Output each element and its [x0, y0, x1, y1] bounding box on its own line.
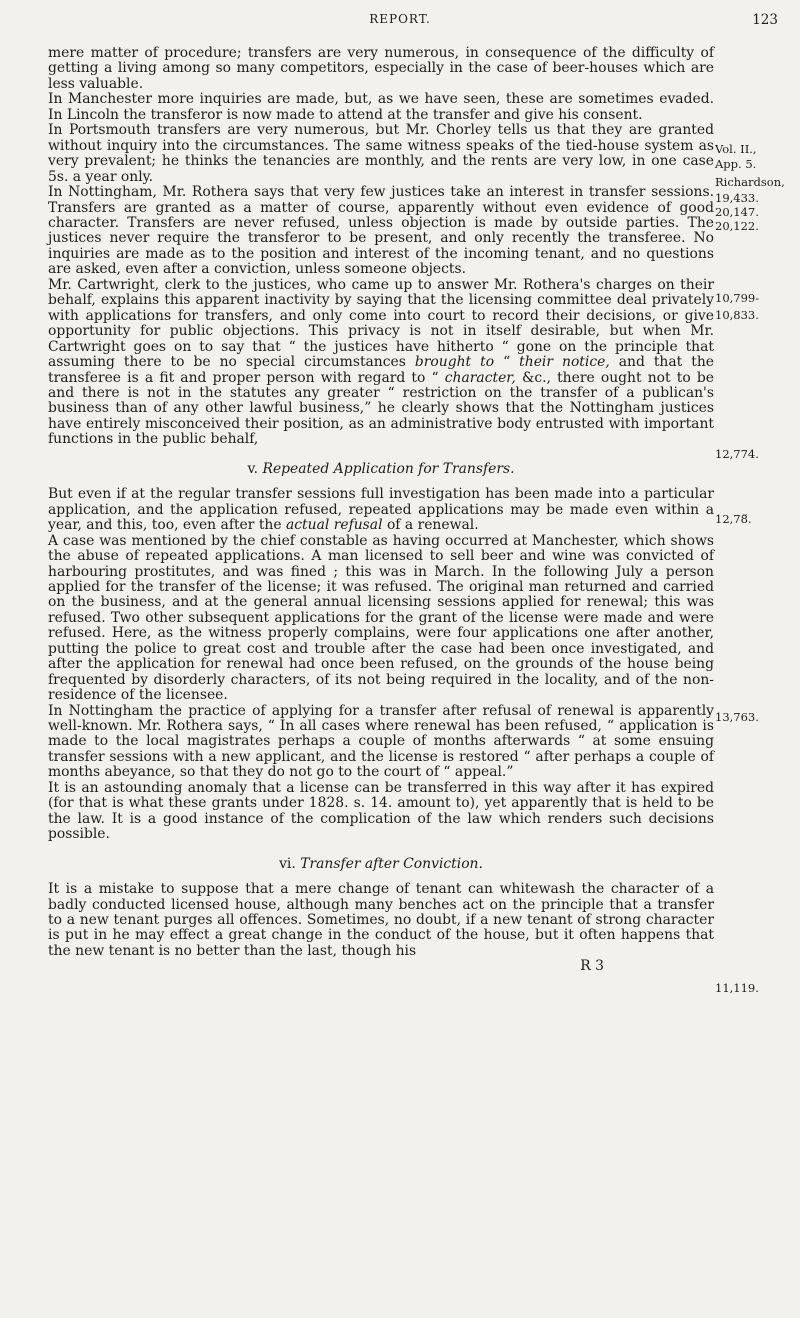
- paragraph: mere matter of procedure; transfers are very numerous, in consequence of the difficulty of getting a living among so many competitors, especially in the case of beer-houses which are less valuable.: [48, 45, 714, 92]
- margin-note: Richardson,: [715, 175, 785, 189]
- margin-note: 19,433.: [715, 191, 759, 205]
- margin-note: 12,78̆.: [715, 512, 752, 526]
- margin-note: 20,122.: [715, 219, 759, 233]
- paragraph: In Manchester more inquiries are made, but, as we have seen, these are sometimes evaded. In Lincoln the transferor is now made to attend at the transfer and give his consent.: [48, 91, 714, 123]
- paragraph: A case was mentioned by the chief constable as having occurred at Manchester, which shows the abuse of repeated applications. A man licensed to sell beer and wine was convicted of harbouring prostitutes, and was fined ; this was in March. In the following July a person applied for the transfer of the license; it was refused. The original man returned and carried on the business, and at the general annual licensing sessions applied for renewal; this was refused. Two other subsequent applications for the grant of the license were made and were refused. Here, as the witness properly complains, were four applications one after another, putting the police to great cost and trouble after the case had been once investigated, and after the application for renewal had once been refused, on the grounds of the house being frequented by disorderly characters, of its not being required in the locality, and of the non-residence of the licensee.: [48, 532, 714, 704]
- paragraph: In Portsmouth transfers are very numerous, but Mr. Chorley tells us that they are granted without inquiry into the circumstances. The same witness speaks of the tied-house system as very prevalent; he thinks the tenancies are monthly, and the rents are very low, in one case 5s. a year only.: [48, 122, 714, 185]
- margin-note: 12,774.: [715, 447, 759, 461]
- section-heading-vi: [48, 857, 714, 872]
- text-run: &c., there ought not to be and there is not in the statutes any greater “ restriction on the transfer of a publican's business than of any other lawful business,” he clearly shows that the Nottingham justices have entirely misconceived their position, as an administrative body entrusted with important functions in the public behalf,: [48, 369, 714, 448]
- body-text: [48, 46, 714, 975]
- margin-note: 10,833.: [715, 308, 759, 322]
- running-head: REPORT.: [369, 12, 431, 26]
- page-number: 123: [752, 12, 778, 28]
- text-run: But even if at the regular transfer sessions full investigation has been made into a particular application, and the application refused, repeated applications may be made even within a year, and this, too, even after the: [48, 486, 714, 534]
- section-heading-v: [48, 462, 714, 477]
- text-run: of a renewal.: [382, 517, 479, 534]
- page-header: [0, 12, 800, 32]
- paragraph: It is an astounding anomaly that a license can be transferred in this way after it has expired (for that is what these grants under 1828. s. 14. amount to), yet apparently that is held to be the law. It is a good instance of the complication of the law which renders such decisions possible.: [48, 779, 714, 843]
- section-title: Repeated Application for Transfers.: [262, 460, 515, 477]
- signature-mark: R 3: [580, 958, 604, 975]
- paragraph: [48, 278, 714, 448]
- paragraph: It is a mistake to suppose that a mere change of tenant can whitewash the character of a badly conducted licensed house, although many benches act on the principle that a transfer to a new tenant purges all offences. Sometimes, no doubt, if a new tenant of strong character is put in he may effect a great change in the conduct of the house, but it often happens that the new tenant is no better than the last, though his: [48, 881, 714, 959]
- section-title: Transfer after Conviction.: [300, 855, 483, 872]
- text-run: “: [494, 354, 520, 371]
- margin-note: 20,147.: [715, 205, 759, 219]
- margin-note: Vol. II.,: [715, 142, 757, 156]
- italic-text: character,: [444, 369, 516, 386]
- text-run: Mr. Cartwright, clerk to the justices, who came up to answer Mr. Rothera's charges on their behalf, explains this apparent inactivity by saying that the licensing committee deal privately with applications for transfers, and only come into court to record their decisions, or give opportunity for public objections. This privacy is not in itself desirable, but when Mr. Cartwright goes on to say that “ the justices have hitherto “ gone on the principle that assuming there to be no special circumstances: [48, 276, 714, 371]
- italic-text: their notice,: [519, 354, 610, 371]
- margin-note: 10,799-: [715, 291, 760, 305]
- margin-note: App. 5.: [715, 157, 757, 171]
- section-number: vi.: [279, 855, 301, 872]
- paragraph: [48, 487, 714, 533]
- text-run: and that the transferee is a fit and proper person with regard to “: [48, 354, 714, 386]
- italic-text: actual refusal: [286, 517, 383, 534]
- italic-text: brought to: [414, 354, 495, 371]
- margin-note: 11,119.: [715, 981, 759, 995]
- paragraph: In Nottingham the practice of applying for a transfer after refusal of renewal is apparently well-known. Mr. Rothera says, “ In all cases where renewal has been refused, “ application is made to the local magistrates perhaps a couple of months afterwards “ at some ensuing transfer sessions with a new applicant, and the license is restored “ after perhaps a couple of months abeyance, so that they do not go to the court of “ appeal.”: [48, 702, 714, 781]
- paragraph: In Nottingham, Mr. Rothera says that very few justices take an interest in transfer sessions. Transfers are granted as a matter of course, apparently without even evidence of good character. Transfers are never refused, unless objection is made by outside parties. The justices never require the transferor to be present, and only recently the transferee. No inquiries are made as to the position and interest of the incoming tenant, and no questions are asked, even after a conviction, unless someone objects.: [48, 184, 714, 278]
- section-number: v.: [247, 460, 263, 477]
- margin-note: 13,763.: [715, 710, 759, 724]
